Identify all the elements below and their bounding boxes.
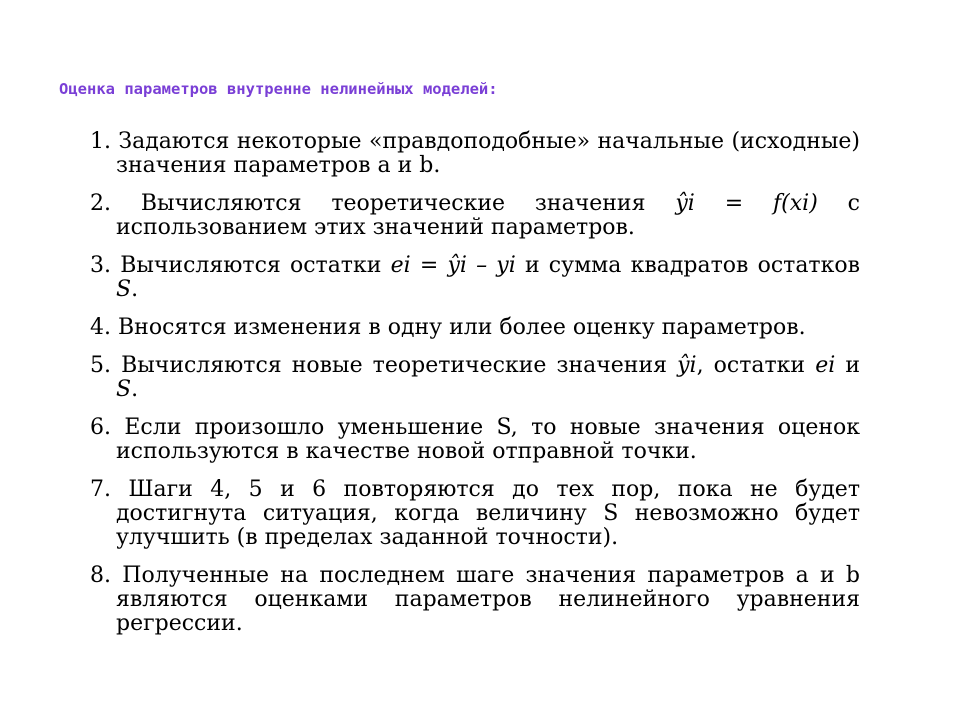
formula: ei [815,353,836,378]
formula: ŷi [677,353,697,378]
formula: ei = ŷi – yi [390,253,516,278]
step-text: Вычисляются новые теоретические значения [121,353,678,378]
step-number: 4. [90,315,111,340]
list-item [90,354,860,402]
step-text: Если произошло уменьшение S, то новые значения оценок используются в качестве новой отправной точки. [116,415,860,464]
step-number: 8. [90,563,111,588]
list-item [90,254,860,302]
step-number: 6. [90,415,111,440]
step-text: Вычисляются остатки [120,253,391,278]
steps-list [90,130,860,650]
symbol: S [116,277,132,302]
step-text: . [131,377,139,402]
step-text: , остатки [696,353,816,378]
step-number: 3. [90,253,111,278]
list-item [90,192,860,240]
slide-title: Оценка параметров внутренне нелинейных моделей: [59,80,498,98]
list-item [90,316,860,340]
formula: ŷi = f(xi) [675,191,818,216]
step-number: 7. [90,477,111,502]
symbol: S [116,377,132,402]
list-item [90,416,860,464]
list-item [90,478,860,550]
step-text: Вносятся изменения в одну или более оценку параметров. [118,315,806,340]
step-text: . [131,277,139,302]
step-number: 2. [90,191,111,216]
step-text: Вычисляются теоретические значения [140,191,676,216]
step-number: 5. [90,353,111,378]
step-text: Шаги 4, 5 и 6 повторяются до тех пор, пока не будет достигнута ситуация, когда величину S невозможно будет улучшить (в пределах заданной точности). [116,477,860,550]
list-item [90,564,860,636]
step-text: Задаются некоторые «правдоподобные» начальные (исходные) значения параметров a и b. [116,129,860,178]
list-item [90,130,860,178]
step-text: и сумма квадратов остатков [515,253,860,278]
step-text: и [835,353,861,378]
step-number: 1. [90,129,111,154]
step-text: с использованием этих значений параметров. [116,191,860,240]
step-text: Полученные на последнем шаге значения параметров a и b являются оценками параметров нелинейного уравнения регрессии. [116,563,860,636]
